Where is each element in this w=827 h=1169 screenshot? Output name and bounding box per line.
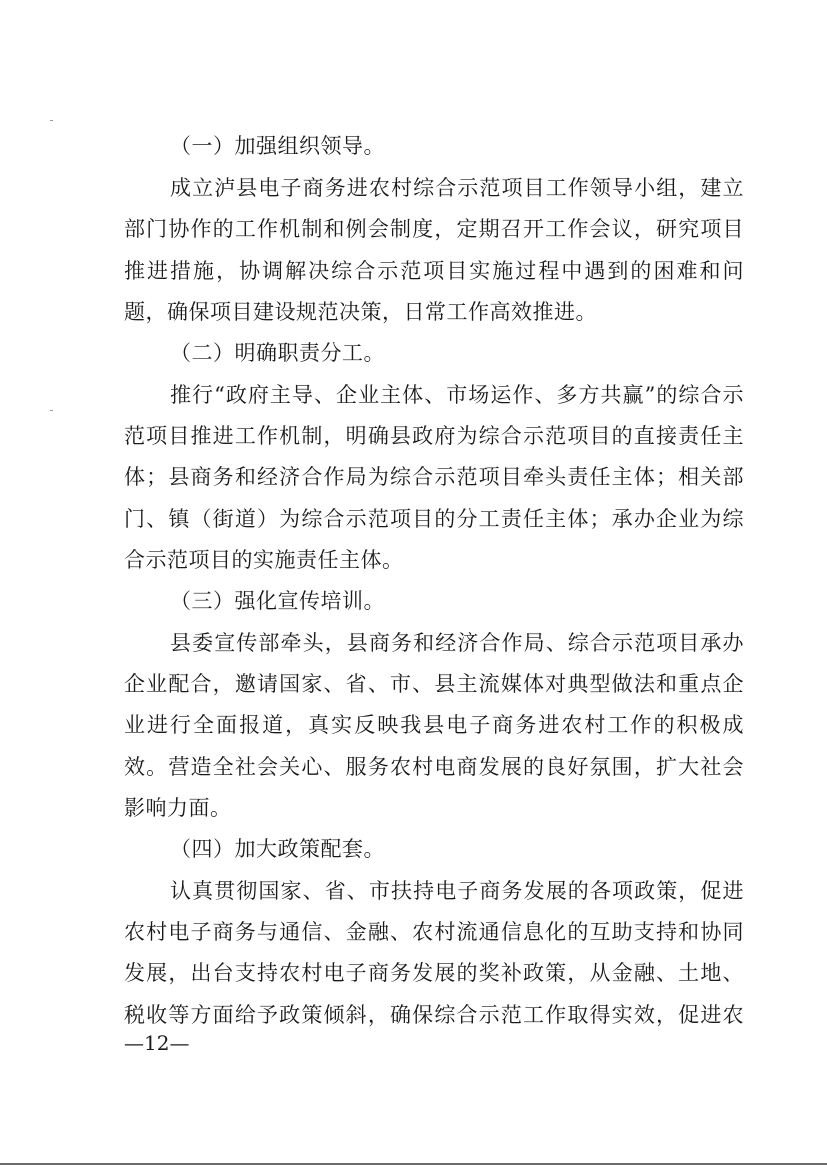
paragraph-line: 体；县商务和经济合作局为综合示范项目牵头责任主体；相关部: [124, 465, 744, 489]
paragraph-line: 部门协作的工作机制和例会制度，定期召开工作会议，研究项目: [124, 217, 744, 241]
paragraph-line: 认真贯彻国家、省、市扶持电子商务发展的各项政策，促进: [170, 879, 744, 903]
section-heading-1: （一）加强组织领导。: [170, 134, 385, 158]
paragraph-line: 影响力面。: [124, 796, 232, 820]
paragraph-line: 效。营造全社会关心、服务农村电商发展的良好氛围，扩大社会: [124, 755, 744, 779]
section-heading-2: （二）明确职责分工。: [170, 341, 385, 365]
paragraph-line: 农村电子商务与通信、金融、农村流通信息化的互助支持和协同: [124, 920, 744, 944]
paragraph-line: 业进行全面报道，真实反映我县电子商务进农村工作的积极成: [124, 713, 744, 737]
paragraph-line: 门、镇（街道）为综合示范项目的分工责任主体；承办企业为综: [124, 507, 744, 531]
paragraph-line: 合示范项目的实施责任主体。: [124, 548, 404, 572]
paragraph-line: 推进措施，协调解决综合示范项目实施过程中遇到的困难和问: [124, 259, 744, 283]
scan-mark: [50, 410, 53, 411]
section-heading-4: （四）加大政策配套。: [170, 837, 385, 861]
paragraph-line: 成立泸县电子商务进农村综合示范项目工作领导小组，建立: [170, 176, 744, 200]
paragraph-line: 税收等方面给予政策倾斜，确保综合示范工作取得实效，促进农: [124, 1003, 744, 1027]
paragraph-line: 推行“政府主导、企业主体、市场运作、多方共赢”的综合示: [170, 383, 744, 407]
page-number: —12—: [124, 1031, 190, 1055]
paragraph-line: 县委宣传部牵头，县商务和经济合作局、综合示范项目承办: [170, 631, 744, 655]
scan-bottom-edge: [0, 1163, 827, 1165]
paragraph-line: 题，确保项目建设规范决策，日常工作高效推进。: [124, 300, 597, 324]
scan-mark: [50, 120, 53, 121]
paragraph-line: 企业配合，邀请国家、省、市、县主流媒体对典型做法和重点企: [124, 672, 744, 696]
section-heading-3: （三）强化宣传培训。: [170, 589, 385, 613]
paragraph-line: 范项目推进工作机制，明确县政府为综合示范项目的直接责任主: [124, 424, 744, 448]
paragraph-line: 发展，出台支持农村电子商务发展的奖补政策，从金融、土地、: [124, 961, 744, 985]
